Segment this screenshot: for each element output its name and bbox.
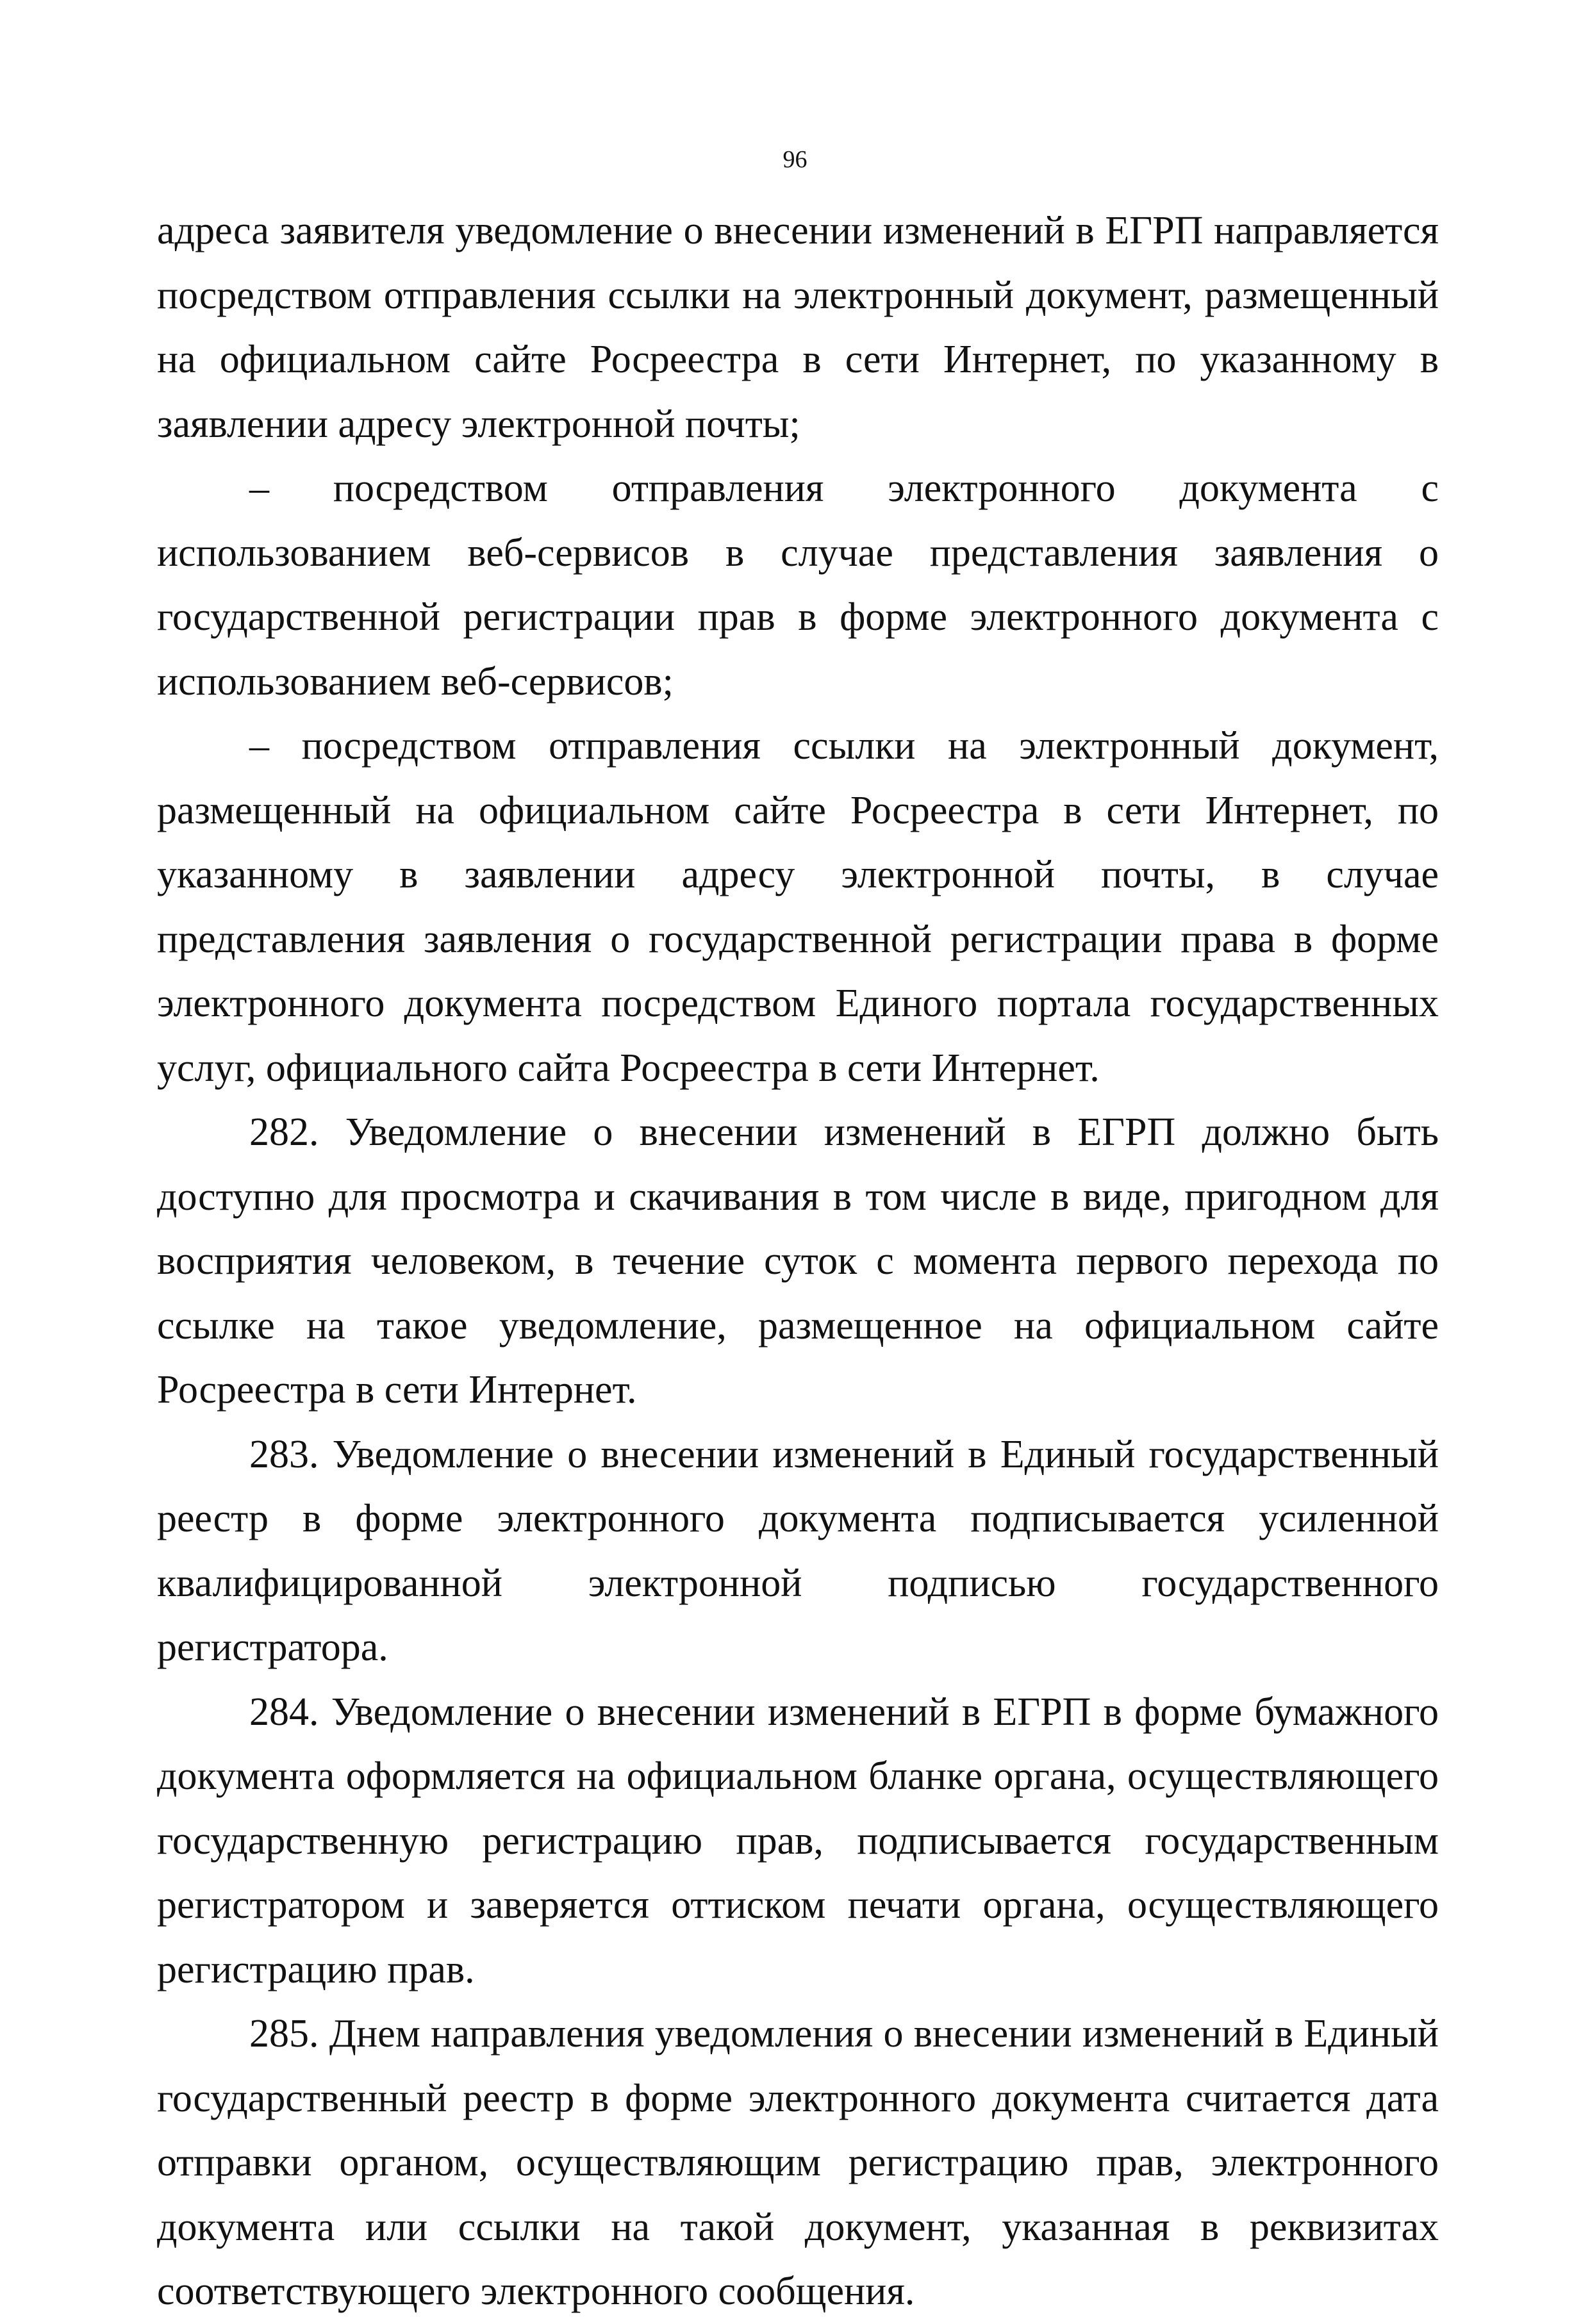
paragraph-web-services: – посредством отправления электронного документа с использованием веб-сервисов в случае представления заявления о государственной регистрации прав в форме электронного документа с использованием веб-сервисов;: [157, 466, 1439, 704]
paragraph-282: 282. Уведомление о внесении изменений в ЕГРП должно быть доступно для просмотра и скачивания в том числе в виде, пригодном для восприятия человеком, в течение суток с момента первого перехода по ссылке на такое уведомление, размещенное на официальном сайте Росреестра в сети Интернет.: [157, 1110, 1439, 1412]
page-number: 96: [783, 146, 807, 173]
paragraph-continuation: адреса заявителя уведомление о внесении изменений в ЕГРП направляется посредством отправления ссылки на электронный документ, размещенный на официальном сайте Росреестра в сети Интернет, по указанному в заявлении адресу электронной почты;: [157, 209, 1439, 446]
document-body: [157, 199, 1439, 2324]
paragraph-283: 283. Уведомление о внесении изменений в Единый государственный реестр в форме электронного документа подписывается усиленной квалифицированной электронной подписью государственного регистратора.: [157, 1432, 1439, 1669]
paragraph-email-link: – посредством отправления ссылки на электронный документ, размещенный на официальном сайте Росреестра в сети Интернет, по указанному в заявлении адресу электронной почты, в случае представления заявления о государственной регистрации права в форме электронного документа посредством Единого портала государственных услуг, официального сайта Росреестра в сети Интернет.: [157, 724, 1439, 1090]
paragraph-284: 284. Уведомление о внесении изменений в ЕГРП в форме бумажного документа оформляется на официальном бланке органа, осуществляющего государственную регистрацию прав, подписывается государственным регистратором и заверяется оттиском печати органа, осуществляющего регистрацию прав.: [157, 1690, 1439, 1991]
paragraph-285: 285. Днем направления уведомления о внесении изменений в Единый государственный реестр в форме электронного документа считается дата отправки органом, осуществляющим регистрацию прав, электронного документа или ссылки на такой документ, указанная в реквизитах соответствующего электронного сообщения.: [157, 2012, 1439, 2313]
